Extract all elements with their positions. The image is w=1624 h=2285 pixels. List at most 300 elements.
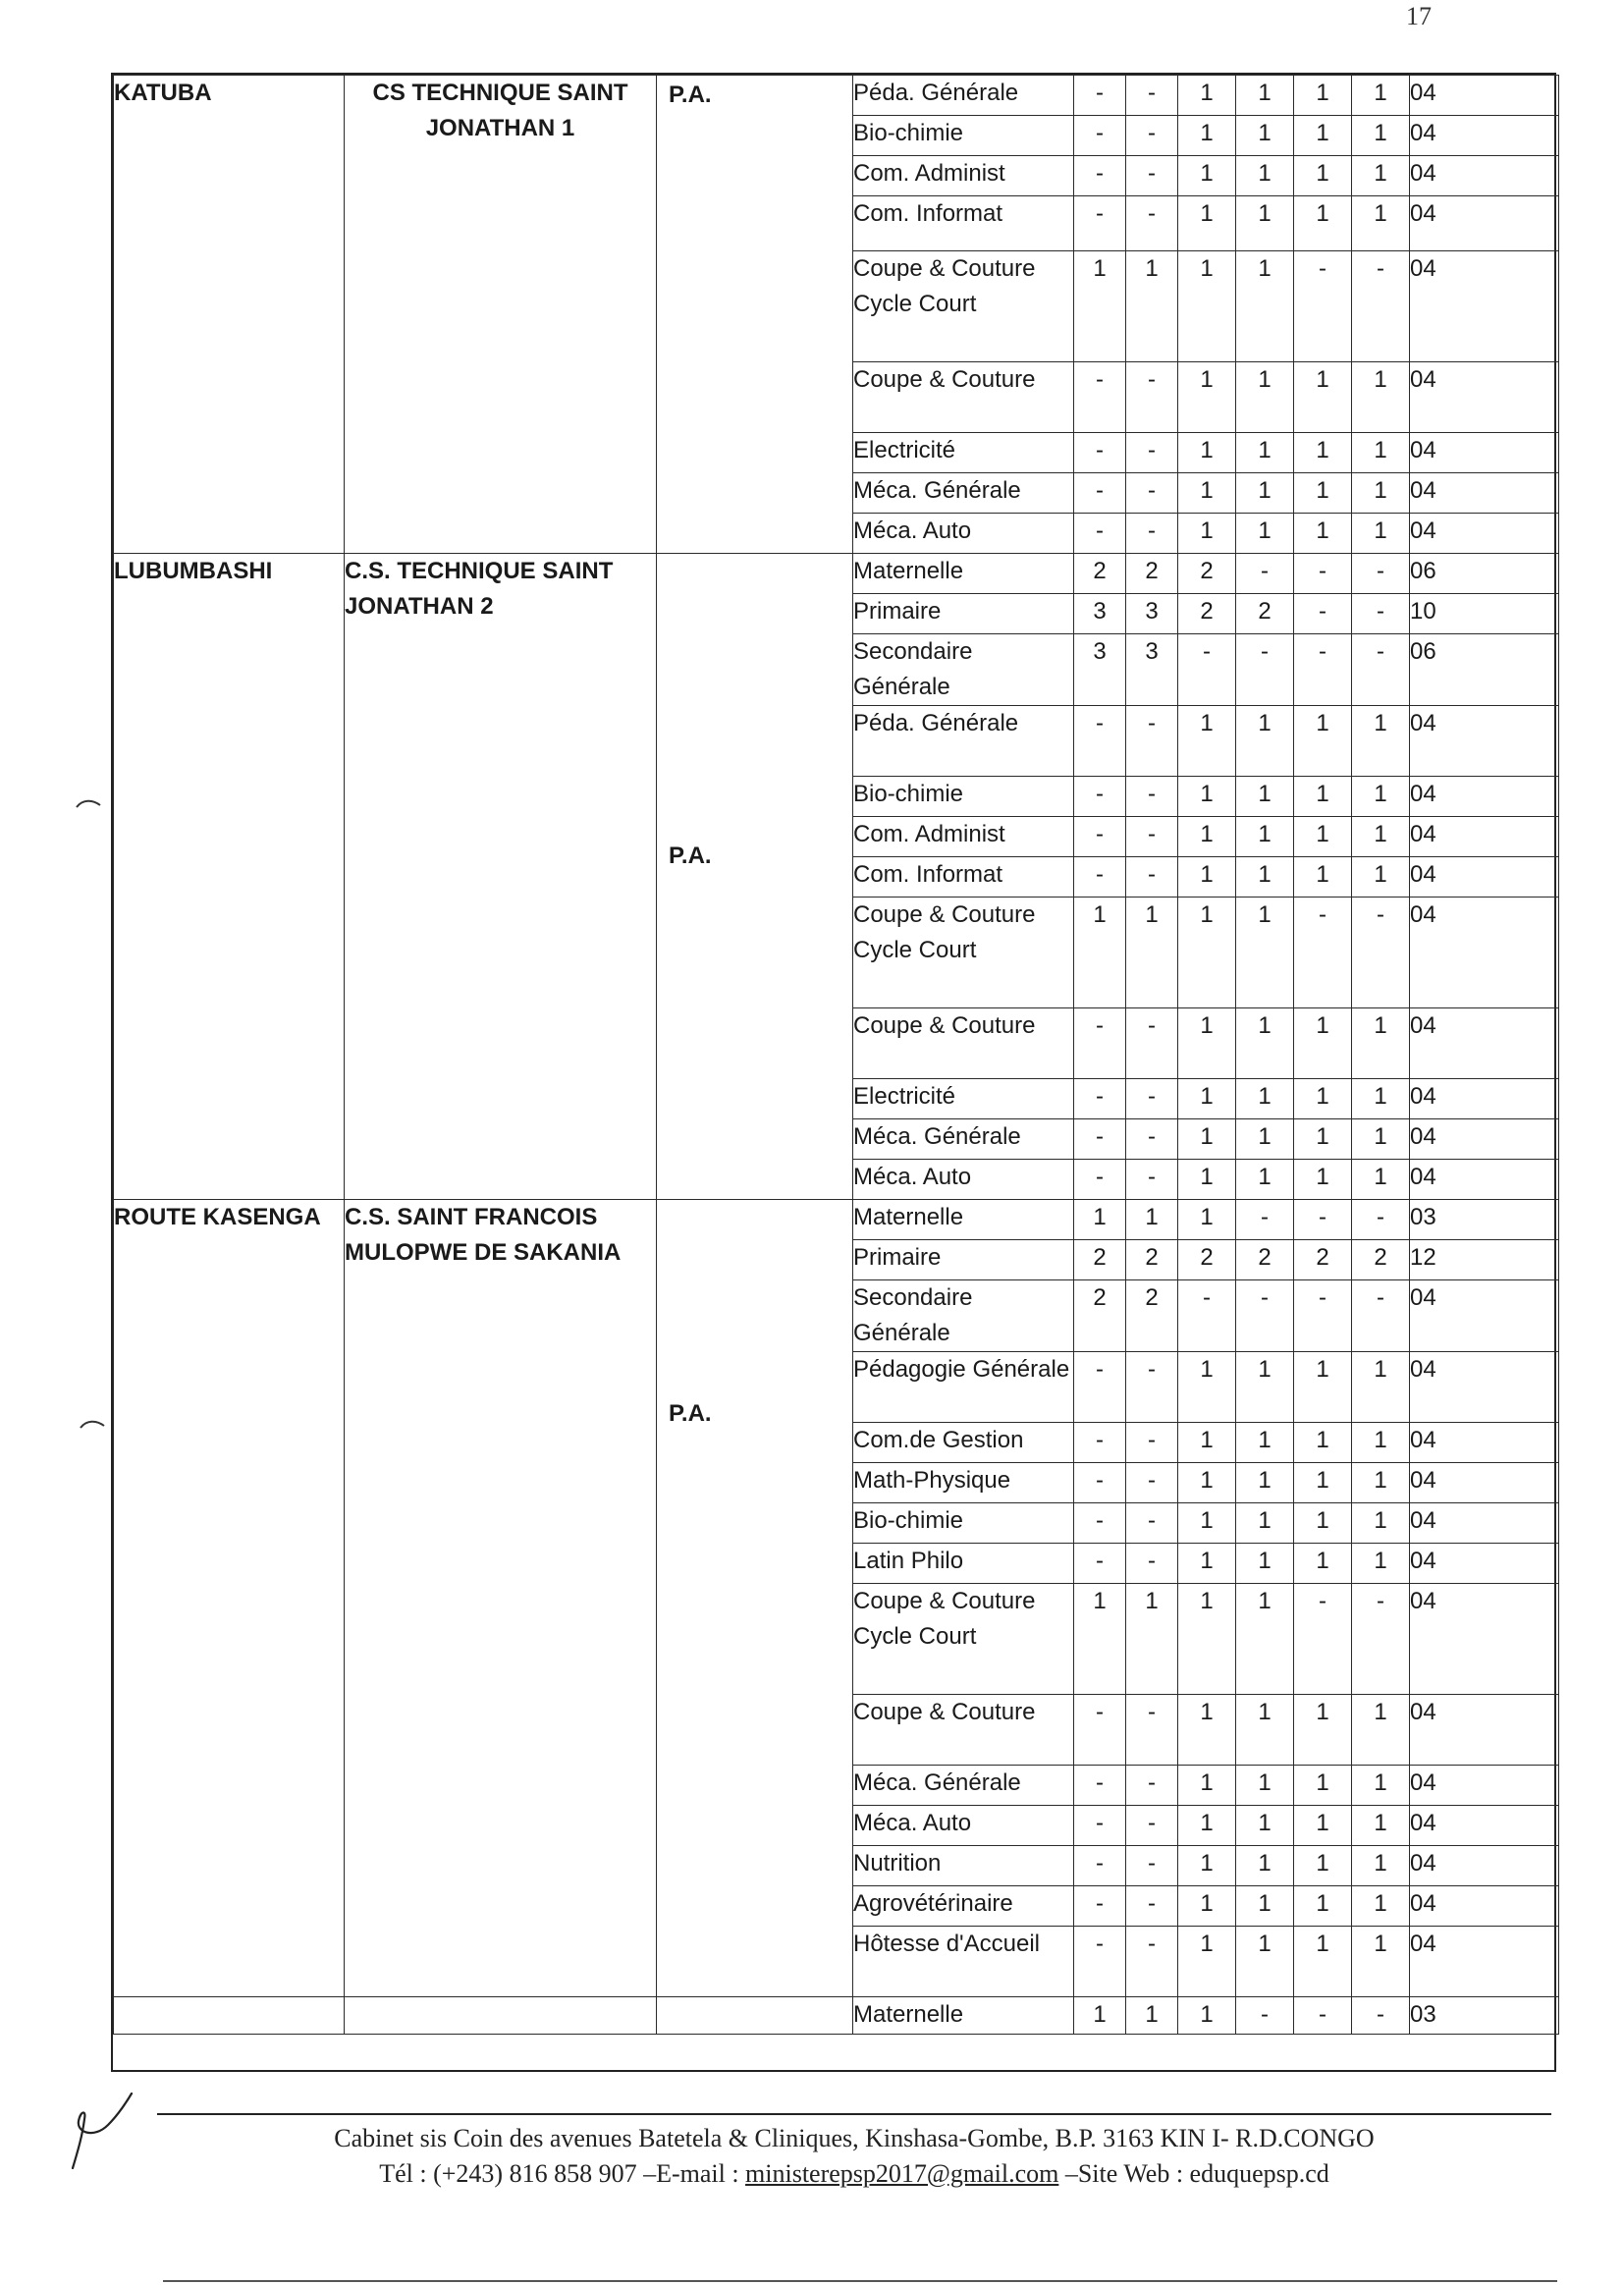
class-count-cell: -	[1074, 1423, 1126, 1463]
class-count-cell: 1	[1236, 777, 1294, 817]
class-count-cell: -	[1074, 196, 1126, 251]
class-count-cell: 1	[1236, 1160, 1294, 1200]
class-count-cell: -	[1126, 1160, 1178, 1200]
total-cell: 06	[1410, 634, 1559, 706]
class-count-cell: 1	[1178, 777, 1236, 817]
class-count-cell: 1	[1236, 1846, 1294, 1886]
class-count-cell: 1	[1178, 1160, 1236, 1200]
class-count-cell: -	[1294, 554, 1352, 594]
footer-address: Cabinet sis Coin des avenues Batetela & Cliniques, Kinshasa-Gombe, B.P. 3163 KIN I- R.D.CONGO	[334, 2124, 1375, 2152]
option-cell: Maternelle	[853, 554, 1074, 594]
class-count-cell: -	[1074, 1544, 1126, 1584]
page-number: 17	[1406, 2, 1432, 30]
class-count-cell: 1	[1178, 1584, 1236, 1695]
class-count-cell: 1	[1236, 473, 1294, 514]
class-count-cell: 1	[1352, 1119, 1410, 1160]
class-count-cell: 1	[1352, 1423, 1410, 1463]
class-count-cell: -	[1126, 433, 1178, 473]
option-cell: Méca. Auto	[853, 514, 1074, 554]
class-count-cell: 2	[1074, 554, 1126, 594]
total-cell: 04	[1410, 898, 1559, 1008]
class-count-cell: 1	[1236, 1806, 1294, 1846]
class-count-cell: 3	[1126, 634, 1178, 706]
class-count-cell: -	[1074, 1008, 1126, 1079]
class-count-cell: 1	[1294, 362, 1352, 433]
option-cell: Coupe & Couture Cycle Court	[853, 251, 1074, 362]
option-cell: Com. Informat	[853, 196, 1074, 251]
class-count-cell: -	[1074, 857, 1126, 898]
class-count-cell: -	[1074, 1766, 1126, 1806]
school-name-cell: CS TECHNIQUE SAINT JONATHAN 1	[345, 76, 657, 554]
class-count-cell: 1	[1294, 1927, 1352, 1997]
class-count-cell: 1	[1236, 898, 1294, 1008]
class-count-cell: 1	[1236, 1463, 1294, 1503]
class-count-cell: -	[1126, 1463, 1178, 1503]
class-count-cell: 1	[1352, 1766, 1410, 1806]
total-cell: 04	[1410, 1584, 1559, 1695]
class-count-cell: 2	[1126, 1280, 1178, 1352]
total-cell: 04	[1410, 1766, 1559, 1806]
class-count-cell: -	[1294, 1200, 1352, 1240]
total-cell: 04	[1410, 514, 1559, 554]
class-count-cell: -	[1352, 1997, 1410, 2035]
option-cell: Bio-chimie	[853, 116, 1074, 156]
class-count-cell: 1	[1352, 1695, 1410, 1766]
class-count-cell: 1	[1236, 1886, 1294, 1927]
class-count-cell: 1	[1294, 1079, 1352, 1119]
class-count-cell: 3	[1074, 634, 1126, 706]
class-count-cell: -	[1294, 251, 1352, 362]
class-count-cell: 1	[1294, 1806, 1352, 1846]
class-count-cell: 1	[1352, 817, 1410, 857]
class-count-cell: -	[1126, 857, 1178, 898]
option-cell: Coupe & Couture	[853, 1695, 1074, 1766]
class-count-cell: -	[1126, 706, 1178, 777]
class-count-cell: 2	[1126, 1240, 1178, 1280]
class-count-cell: -	[1074, 1695, 1126, 1766]
class-count-cell: -	[1074, 156, 1126, 196]
option-cell: Méca. Auto	[853, 1806, 1074, 1846]
class-count-cell: 1	[1236, 1766, 1294, 1806]
regime-label: P.A.	[669, 1400, 712, 1427]
class-count-cell: 1	[1294, 1766, 1352, 1806]
class-count-cell: -	[1074, 706, 1126, 777]
class-count-cell: -	[1126, 1766, 1178, 1806]
class-count-cell: 1	[1352, 1463, 1410, 1503]
option-cell: Electricité	[853, 1079, 1074, 1119]
class-count-cell: 1	[1294, 1886, 1352, 1927]
class-count-cell: 1	[1178, 1352, 1236, 1423]
class-count-cell: 1	[1294, 1160, 1352, 1200]
class-count-cell: 1	[1178, 1119, 1236, 1160]
table-row	[114, 76, 1559, 116]
option-cell: Coupe & Couture Cycle Court	[853, 1584, 1074, 1695]
class-count-cell: 1	[1352, 1806, 1410, 1846]
class-count-cell: 1	[1352, 1544, 1410, 1584]
option-cell: Nutrition	[853, 1846, 1074, 1886]
class-count-cell: -	[1074, 777, 1126, 817]
class-count-cell: -	[1126, 1927, 1178, 1997]
class-count-cell: -	[1126, 1352, 1178, 1423]
regime-cell	[657, 76, 853, 554]
class-count-cell: 1	[1178, 706, 1236, 777]
school-name-cell	[345, 1997, 657, 2035]
class-count-cell: 1	[1126, 1997, 1178, 2035]
class-count-cell: 1	[1178, 196, 1236, 251]
class-count-cell: 1	[1178, 433, 1236, 473]
class-count-cell: 1	[1294, 1423, 1352, 1463]
class-count-cell: 1	[1294, 1119, 1352, 1160]
class-count-cell: 1	[1236, 706, 1294, 777]
class-count-cell: 1	[1236, 1927, 1294, 1997]
class-count-cell: 1	[1352, 514, 1410, 554]
total-cell: 04	[1410, 777, 1559, 817]
class-count-cell: -	[1352, 898, 1410, 1008]
total-cell: 04	[1410, 196, 1559, 251]
option-cell: Méca. Générale	[853, 1766, 1074, 1806]
class-count-cell: -	[1126, 76, 1178, 116]
class-count-cell: -	[1074, 1160, 1126, 1200]
class-count-cell: 2	[1236, 594, 1294, 634]
table-row	[114, 554, 1559, 594]
class-count-cell: 1	[1074, 1584, 1126, 1695]
margin-tick-mark	[79, 1418, 106, 1430]
option-cell: Maternelle	[853, 1200, 1074, 1240]
option-cell: Com. Administ	[853, 817, 1074, 857]
class-count-cell: 1	[1236, 1584, 1294, 1695]
class-count-cell: 1	[1294, 706, 1352, 777]
option-cell: Secondaire Générale	[853, 634, 1074, 706]
total-cell: 04	[1410, 116, 1559, 156]
class-count-cell: -	[1126, 116, 1178, 156]
total-cell: 04	[1410, 1503, 1559, 1544]
class-count-cell: 1	[1294, 76, 1352, 116]
class-count-cell: -	[1126, 196, 1178, 251]
class-count-cell: 1	[1074, 251, 1126, 362]
class-count-cell: 2	[1352, 1240, 1410, 1280]
total-cell: 04	[1410, 1886, 1559, 1927]
class-count-cell: 2	[1178, 1240, 1236, 1280]
class-count-cell: 1	[1178, 362, 1236, 433]
total-cell: 04	[1410, 1423, 1559, 1463]
locality-cell	[114, 1997, 345, 2035]
class-count-cell: -	[1236, 554, 1294, 594]
class-count-cell: -	[1074, 1886, 1126, 1927]
class-count-cell: 1	[1178, 1463, 1236, 1503]
class-count-cell: 1	[1352, 473, 1410, 514]
footer-contact-prefix: Tél : (+243) 816 858 907 –E-mail :	[379, 2159, 746, 2188]
option-cell: Primaire	[853, 594, 1074, 634]
school-name-cell: C.S. SAINT FRANCOIS MULOPWE DE SAKANIA	[345, 1200, 657, 1997]
class-count-cell: -	[1126, 1806, 1178, 1846]
class-count-cell: -	[1178, 1280, 1236, 1352]
class-count-cell: 1	[1294, 1352, 1352, 1423]
total-cell: 04	[1410, 1463, 1559, 1503]
class-count-cell: 1	[1294, 777, 1352, 817]
class-count-cell: 1	[1294, 1503, 1352, 1544]
class-count-cell: -	[1126, 1008, 1178, 1079]
class-count-cell: 1	[1294, 473, 1352, 514]
class-count-cell: 1	[1236, 1544, 1294, 1584]
class-count-cell: 1	[1178, 1079, 1236, 1119]
total-cell: 04	[1410, 1352, 1559, 1423]
locality-cell: ROUTE KASENGA	[114, 1200, 345, 1997]
class-count-cell: -	[1074, 817, 1126, 857]
option-cell: Maternelle	[853, 1997, 1074, 2035]
class-count-cell: -	[1352, 554, 1410, 594]
class-count-cell: 1	[1352, 857, 1410, 898]
regime-cell	[657, 554, 853, 1200]
footer-contact	[157, 2156, 1551, 2192]
class-count-cell: -	[1074, 1463, 1126, 1503]
class-count-cell: 1	[1236, 116, 1294, 156]
class-count-cell: 1	[1294, 1695, 1352, 1766]
class-count-cell: -	[1126, 1695, 1178, 1766]
class-count-cell: 1	[1352, 156, 1410, 196]
class-count-cell: -	[1074, 1079, 1126, 1119]
option-cell: Bio-chimie	[853, 1503, 1074, 1544]
class-count-cell: -	[1352, 1280, 1410, 1352]
total-cell: 04	[1410, 1806, 1559, 1846]
total-cell: 04	[1410, 362, 1559, 433]
class-count-cell: 1	[1236, 514, 1294, 554]
total-cell: 04	[1410, 1280, 1559, 1352]
regime-label: P.A.	[669, 82, 712, 108]
bottom-divider	[163, 2280, 1557, 2282]
class-count-cell: 1	[1352, 1352, 1410, 1423]
locality-cell: LUBUMBASHI	[114, 554, 345, 1200]
class-count-cell: 1	[1352, 1846, 1410, 1886]
school-name-cell: C.S. TECHNIQUE SAINT JONATHAN 2	[345, 554, 657, 1200]
class-count-cell: 1	[1178, 1200, 1236, 1240]
class-count-cell: 1	[1352, 196, 1410, 251]
class-count-cell: 1	[1236, 1423, 1294, 1463]
class-count-cell: 1	[1178, 1886, 1236, 1927]
margin-tick-mark	[75, 797, 102, 809]
option-cell: Electricité	[853, 433, 1074, 473]
total-cell: 04	[1410, 473, 1559, 514]
class-count-cell: -	[1236, 634, 1294, 706]
class-count-cell: 2	[1178, 594, 1236, 634]
class-count-cell: -	[1126, 1886, 1178, 1927]
class-count-cell: -	[1126, 817, 1178, 857]
class-count-cell: 1	[1126, 1584, 1178, 1695]
class-count-cell: 1	[1294, 1846, 1352, 1886]
class-count-cell: 1	[1352, 777, 1410, 817]
total-cell: 04	[1410, 1008, 1559, 1079]
class-count-cell: 1	[1126, 251, 1178, 362]
class-count-cell: 1	[1178, 1695, 1236, 1766]
class-count-cell: 1	[1178, 251, 1236, 362]
total-cell: 04	[1410, 76, 1559, 116]
class-count-cell: -	[1352, 594, 1410, 634]
class-count-cell: -	[1074, 1352, 1126, 1423]
class-count-cell: 3	[1074, 594, 1126, 634]
class-count-cell: -	[1074, 1119, 1126, 1160]
class-count-cell: 1	[1178, 76, 1236, 116]
class-count-cell: 1	[1178, 116, 1236, 156]
class-count-cell: 1	[1294, 1463, 1352, 1503]
class-count-cell: 1	[1236, 817, 1294, 857]
class-count-cell: -	[1074, 116, 1126, 156]
footer	[157, 2121, 1551, 2192]
class-count-cell: -	[1294, 898, 1352, 1008]
option-cell: Agrovétérinaire	[853, 1886, 1074, 1927]
class-count-cell: -	[1126, 156, 1178, 196]
signature-icon	[65, 2090, 135, 2172]
option-cell: Coupe & Couture	[853, 362, 1074, 433]
total-cell: 04	[1410, 1695, 1559, 1766]
regime-cell	[657, 1200, 853, 1997]
class-count-cell: -	[1294, 1280, 1352, 1352]
class-count-cell: 1	[1178, 1927, 1236, 1997]
class-count-cell: 3	[1126, 594, 1178, 634]
class-count-cell: 1	[1294, 116, 1352, 156]
class-count-cell: 1	[1352, 1886, 1410, 1927]
class-count-cell: 2	[1178, 554, 1236, 594]
locality-cell: KATUBA	[114, 76, 345, 554]
total-cell: 04	[1410, 1160, 1559, 1200]
class-count-cell: 1	[1236, 251, 1294, 362]
class-count-cell: 1	[1294, 1008, 1352, 1079]
regime-label: P.A.	[669, 843, 712, 869]
class-count-cell: 2	[1126, 554, 1178, 594]
class-count-cell: 1	[1236, 1695, 1294, 1766]
total-cell: 04	[1410, 706, 1559, 777]
class-count-cell: -	[1352, 1584, 1410, 1695]
total-cell: 04	[1410, 1927, 1559, 1997]
option-cell: Méca. Générale	[853, 1119, 1074, 1160]
class-count-cell: 1	[1294, 857, 1352, 898]
class-count-cell: 1	[1178, 1806, 1236, 1846]
option-cell: Secondaire Générale	[853, 1280, 1074, 1352]
class-count-cell: 1	[1236, 1079, 1294, 1119]
option-cell: Pédagogie Générale	[853, 1352, 1074, 1423]
class-count-cell: -	[1074, 1846, 1126, 1886]
class-count-cell: 1	[1294, 514, 1352, 554]
total-cell: 06	[1410, 554, 1559, 594]
class-count-cell: -	[1178, 634, 1236, 706]
class-count-cell: -	[1126, 1079, 1178, 1119]
class-count-cell: 2	[1074, 1280, 1126, 1352]
class-count-cell: -	[1074, 76, 1126, 116]
total-cell: 04	[1410, 1079, 1559, 1119]
class-count-cell: 1	[1178, 1544, 1236, 1584]
class-count-cell: 1	[1178, 1008, 1236, 1079]
total-cell: 04	[1410, 817, 1559, 857]
class-count-cell: -	[1352, 634, 1410, 706]
class-count-cell: -	[1126, 1846, 1178, 1886]
class-count-cell: -	[1126, 514, 1178, 554]
class-count-cell: -	[1126, 1423, 1178, 1463]
class-count-cell: -	[1074, 433, 1126, 473]
total-cell: 04	[1410, 857, 1559, 898]
class-count-cell: 1	[1074, 898, 1126, 1008]
class-count-cell: 1	[1294, 196, 1352, 251]
total-cell: 04	[1410, 1846, 1559, 1886]
option-cell: Coupe & Couture	[853, 1008, 1074, 1079]
class-count-cell: 1	[1178, 817, 1236, 857]
schools-table	[111, 73, 1556, 2072]
total-cell: 04	[1410, 1544, 1559, 1584]
class-count-cell: -	[1074, 514, 1126, 554]
class-count-cell: 1	[1126, 1200, 1178, 1240]
class-count-cell: 2	[1236, 1240, 1294, 1280]
option-cell: Méca. Auto	[853, 1160, 1074, 1200]
class-count-cell: 1	[1352, 433, 1410, 473]
class-count-cell: -	[1126, 362, 1178, 433]
class-count-cell: -	[1074, 473, 1126, 514]
class-count-cell: 1	[1294, 817, 1352, 857]
class-count-cell: 2	[1074, 1240, 1126, 1280]
class-count-cell: 1	[1178, 1766, 1236, 1806]
class-count-cell: 1	[1178, 1423, 1236, 1463]
option-cell: Méca. Générale	[853, 473, 1074, 514]
class-count-cell: -	[1126, 1119, 1178, 1160]
class-count-cell: 1	[1236, 156, 1294, 196]
class-count-cell: 1	[1352, 1160, 1410, 1200]
total-cell: 03	[1410, 1997, 1559, 2035]
class-count-cell: 1	[1178, 156, 1236, 196]
table-row	[114, 1200, 1559, 1240]
class-count-cell: -	[1126, 1503, 1178, 1544]
class-count-cell: 1	[1178, 1846, 1236, 1886]
total-cell: 04	[1410, 1119, 1559, 1160]
class-count-cell: 1	[1352, 706, 1410, 777]
option-cell: Com. Administ	[853, 156, 1074, 196]
class-count-cell: 1	[1352, 76, 1410, 116]
class-count-cell: 1	[1074, 1997, 1126, 2035]
total-cell: 10	[1410, 594, 1559, 634]
footer-divider	[157, 2113, 1551, 2115]
class-count-cell: 1	[1352, 1079, 1410, 1119]
class-count-cell: 2	[1294, 1240, 1352, 1280]
class-count-cell: 1	[1294, 156, 1352, 196]
option-cell: Com.de Gestion	[853, 1423, 1074, 1463]
class-count-cell: -	[1236, 1280, 1294, 1352]
table-row	[114, 1997, 1559, 2035]
class-count-cell: 1	[1236, 1503, 1294, 1544]
option-cell: Math-Physique	[853, 1463, 1074, 1503]
option-cell: Péda. Générale	[853, 76, 1074, 116]
class-count-cell: -	[1126, 473, 1178, 514]
class-count-cell: 1	[1352, 362, 1410, 433]
class-count-cell: -	[1074, 1503, 1126, 1544]
option-cell: Coupe & Couture Cycle Court	[853, 898, 1074, 1008]
class-count-cell: 1	[1294, 1544, 1352, 1584]
class-count-cell: -	[1236, 1200, 1294, 1240]
class-count-cell: 1	[1126, 898, 1178, 1008]
class-count-cell: 1	[1236, 433, 1294, 473]
option-cell: Péda. Générale	[853, 706, 1074, 777]
class-count-cell: -	[1126, 1544, 1178, 1584]
class-count-cell: 1	[1236, 1008, 1294, 1079]
class-count-cell: 1	[1352, 1503, 1410, 1544]
option-cell: Hôtesse d'Accueil	[853, 1927, 1074, 1997]
class-count-cell: 1	[1236, 76, 1294, 116]
total-cell: 12	[1410, 1240, 1559, 1280]
option-cell: Primaire	[853, 1240, 1074, 1280]
class-count-cell: -	[1294, 594, 1352, 634]
class-count-cell: 1	[1236, 857, 1294, 898]
class-count-cell: 1	[1352, 1927, 1410, 1997]
regime-cell	[657, 1997, 853, 2035]
footer-email: ministerepsp2017@gmail.com	[745, 2159, 1059, 2188]
class-count-cell: -	[1236, 1997, 1294, 2035]
class-count-cell: 1	[1178, 898, 1236, 1008]
option-cell: Com. Informat	[853, 857, 1074, 898]
class-count-cell: -	[1352, 1200, 1410, 1240]
